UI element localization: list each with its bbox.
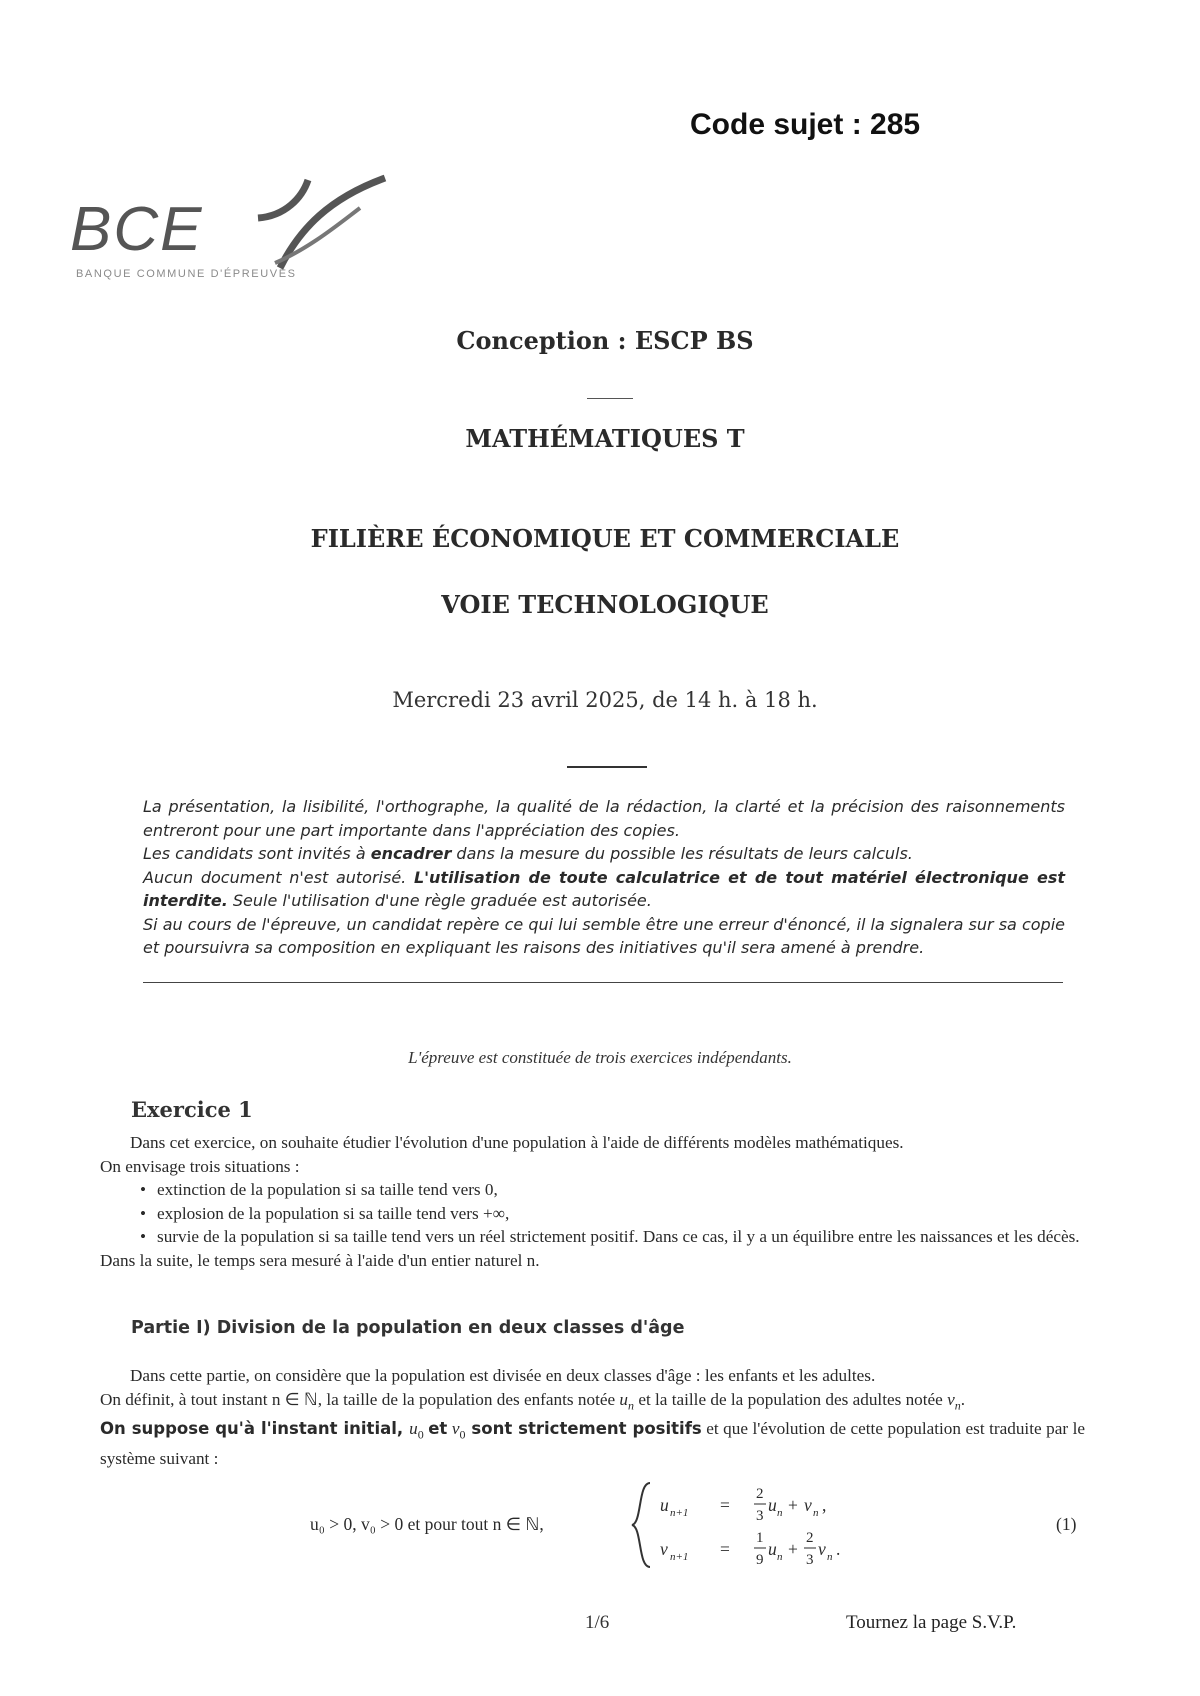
logo-subtitle: BANQUE COMMUNE D'ÉPREUVES: [76, 268, 297, 280]
recurrence-system: [310, 1475, 1090, 1575]
svg-text:1: 1: [756, 1530, 764, 1546]
bullet-icon: •: [140, 1203, 147, 1223]
turn-page-note: Tournez la page S.V.P.: [846, 1612, 1017, 1633]
bullet-icon: •: [140, 1227, 147, 1246]
svg-text:,: ,: [822, 1495, 827, 1515]
brace-icon: [632, 1483, 650, 1567]
exam-intro: L'épreuve est constituée de trois exercices indépendants.: [408, 1048, 792, 1067]
svg-text:3: 3: [756, 1508, 764, 1524]
part-body: [100, 1364, 1085, 1471]
svg-text:u: u: [768, 1495, 777, 1515]
instruction-erreur: Si au cours de l'épreuve, un candidat repère ce qui lui semble être une erreur d'énoncé, il la signalera sur sa copie et poursuivra sa composition en expliquant les raisons des initiatives qu'il sera amené à prendre.: [143, 914, 1065, 957]
voie-title: VOIE TECHNOLOGIQUE: [441, 590, 769, 619]
part-paragraph: Dans cette partie, on considère que la population est divisée en deux classes d'âge : les enfants et les adultes.: [130, 1366, 876, 1385]
svg-text:n: n: [777, 1507, 783, 1519]
divider: [587, 398, 633, 399]
svg-text:.: .: [836, 1539, 841, 1559]
code-sujet: Code sujet : 285: [690, 108, 921, 141]
svg-text:+: +: [788, 1495, 798, 1515]
exercise-paragraph: On envisage trois situations :: [100, 1156, 300, 1176]
instructions: [143, 795, 1065, 960]
svg-text:=: =: [720, 1539, 730, 1559]
system-condition: u₀ > 0, v₀ > 0 et pour tout n ∈ ℕ,: [310, 1514, 544, 1534]
exercise-title: Exercice 1: [131, 1097, 253, 1122]
svg-text:+: +: [788, 1539, 798, 1559]
part-paragraph: On suppose qu'à l'instant initial, $u_0$ et $v_0$ sont strictement positifs et que l'évolution de cette population est traduite par le système suivant :: [100, 1419, 1085, 1469]
svg-text:9: 9: [756, 1552, 764, 1568]
list-item: • explosion de la population si sa taille tend vers +∞,: [157, 1202, 1085, 1226]
divider: [143, 982, 1063, 983]
part-paragraph: On définit, à tout instant n ∈ ℕ, la taille de la population des enfants notée $u_n$ et la taille de la population des adultes notée $v_n$.: [100, 1389, 966, 1412]
svg-text:n+1: n+1: [670, 1551, 689, 1563]
divider: [567, 766, 647, 768]
instruction-encadrer: Les candidats sont invités à encadrer dans la mesure du possible les résultats de leurs calculs.: [143, 844, 913, 863]
svg-text:n+1: n+1: [670, 1507, 689, 1519]
instruction-calculatrice: Aucun document n'est autorisé. L'utilisation de toute calculatrice et de tout matériel électronique est interdite. Seule l'utilisation d'une règle graduée est autorisée.: [143, 867, 1065, 910]
svg-text:n: n: [777, 1551, 783, 1563]
subject-title: MATHÉMATIQUES T: [465, 424, 745, 453]
svg-text:u: u: [768, 1539, 777, 1559]
exercise-paragraph: Dans la suite, le temps sera mesuré à l'aide d'un entier naturel n.: [100, 1250, 540, 1270]
page-number: 1/6: [585, 1612, 610, 1633]
svg-text:v: v: [804, 1495, 812, 1515]
list-item: • survie de la population si sa taille tend vers un réel strictement positif. Dans ce cas, il y a un équilibre entre les naissances et les décès.: [157, 1225, 1085, 1249]
logo-text: BCE: [70, 195, 204, 264]
svg-text:v: v: [660, 1539, 668, 1559]
situation-list: [100, 1178, 1085, 1249]
svg-text:2: 2: [806, 1530, 814, 1546]
svg-text:3: 3: [806, 1552, 814, 1568]
conception-line: Conception : ESCP BS: [456, 326, 754, 355]
svg-text:2: 2: [756, 1486, 764, 1502]
equation-label: (1): [1056, 1514, 1077, 1534]
filiere-title: FILIÈRE ÉCONOMIQUE ET COMMERCIALE: [310, 524, 900, 553]
bullet-icon: •: [140, 1180, 147, 1199]
list-item: • extinction de la population si sa taille tend vers 0,: [157, 1178, 1085, 1202]
svg-text:n: n: [827, 1551, 833, 1563]
svg-text:u: u: [660, 1495, 669, 1515]
exercise-body: [100, 1131, 1085, 1272]
svg-text:=: =: [720, 1495, 730, 1515]
svg-text:n: n: [813, 1507, 819, 1519]
svg-text:v: v: [818, 1539, 826, 1559]
exercise-paragraph: Dans cet exercice, on souhaite étudier l'évolution d'une population à l'aide de différents modèles mathématiques.: [130, 1133, 904, 1152]
exam-date: Mercredi 23 avril 2025, de 14 h. à 18 h.: [392, 688, 818, 712]
part-title: Partie I) Division de la population en deux classes d'âge: [131, 1318, 685, 1338]
instruction-presentation: La présentation, la lisibilité, l'orthographe, la qualité de la rédaction, la clarté et la précision des raisonnements entreront pour une part importante dans l'appréciation des copies.: [143, 797, 1065, 840]
